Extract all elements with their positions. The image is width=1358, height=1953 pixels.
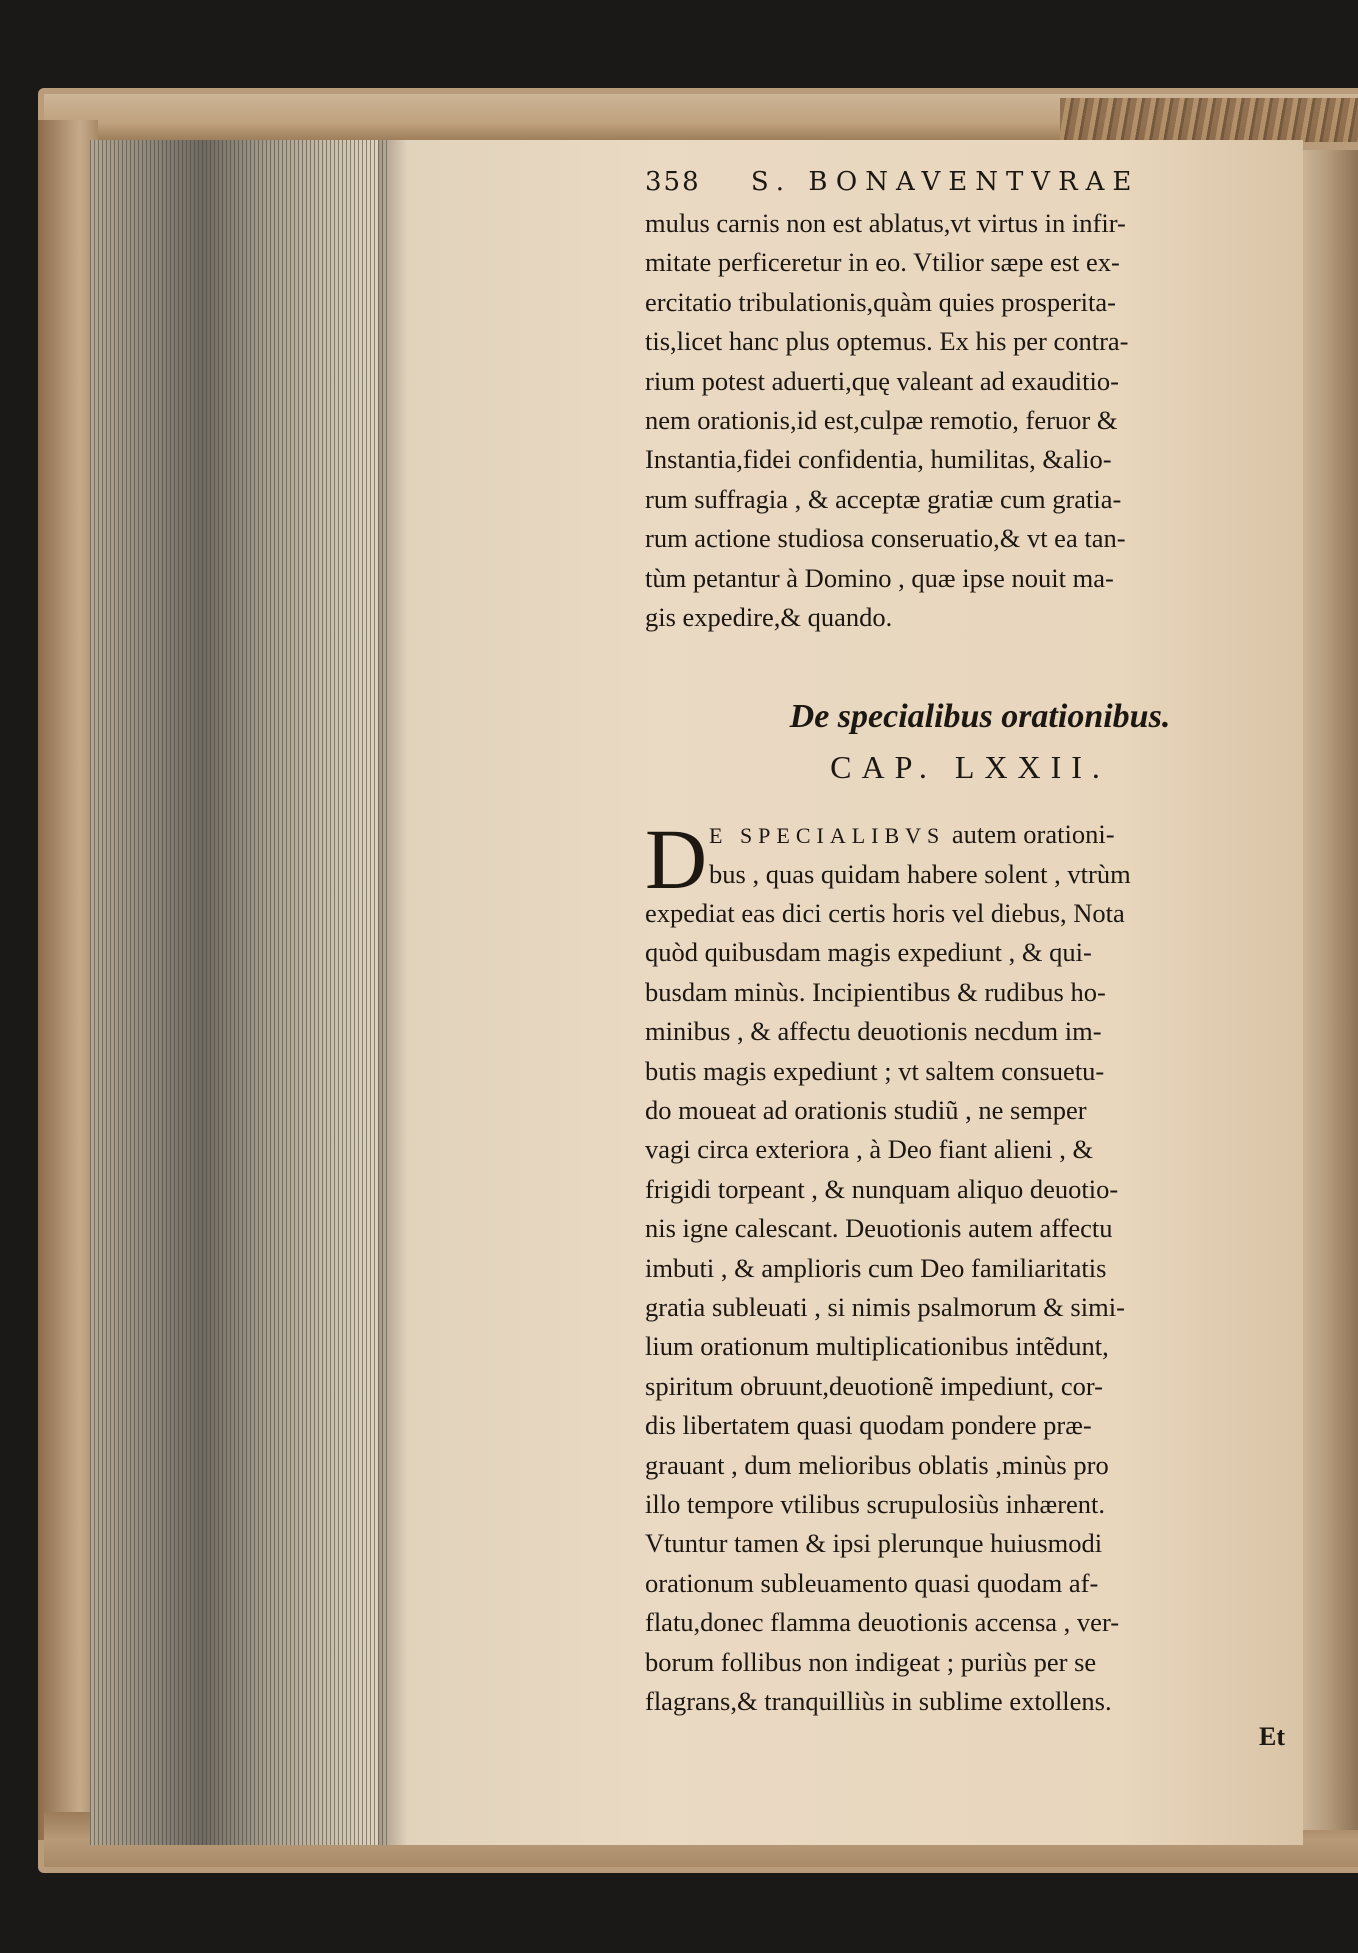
chapter-number: CAP. LXXII. bbox=[830, 749, 1110, 786]
text-line: vagi circa exteriora , à Deo fiant alieni , & bbox=[645, 1134, 1094, 1165]
text-line: rum actione studiosa conseruatio,& vt ea tan- bbox=[645, 523, 1126, 554]
text-line: dis libertatem quasi quodam pondere præ- bbox=[645, 1410, 1092, 1441]
facing-page-edge bbox=[1300, 150, 1358, 1830]
preceding-text-block bbox=[645, 204, 1275, 637]
text-line: bus , quas quidam habere solent , vtrùm bbox=[709, 858, 1131, 889]
text-line: grauant , dum melioribus oblatis ,minùs pro bbox=[645, 1449, 1109, 1480]
text-line: lium orationum multiplicationibus intẽdunt, bbox=[645, 1331, 1109, 1362]
text-line: frigidi torpeant , & nunquam aliquo deuotio- bbox=[645, 1173, 1119, 1204]
chapter-title: De specialibus orationibus. bbox=[789, 698, 1171, 736]
text-line: tùm petantur à Domino , quæ ipse nouit ma- bbox=[645, 562, 1114, 593]
chapter-paragraph bbox=[645, 811, 1275, 1721]
book-cover-left-edge bbox=[38, 120, 98, 1840]
text-line: nem orationis,id est,culpæ remotio, feruor & bbox=[645, 404, 1118, 435]
running-head-title: S. BONAVENTVRAE bbox=[750, 167, 1140, 197]
drop-capital: D bbox=[645, 811, 708, 908]
text-line: imbuti , & amplioris cum Deo familiaritatis bbox=[645, 1252, 1107, 1283]
text-line: Instantia,fidei confidentia, humilitas, &alio- bbox=[645, 444, 1112, 475]
text-line: nis igne calescant. Deuotionis autem affectu bbox=[645, 1213, 1113, 1244]
text-line: rium potest aduerti,quę valeant ad exauditio- bbox=[645, 365, 1119, 396]
opening-line-rest: autem orationi- bbox=[945, 819, 1115, 850]
text-line: flagrans,& tranquilliùs in sublime extollens. bbox=[645, 1685, 1112, 1716]
text-line: illo tempore vtilibus scrupulosiùs inhærent. bbox=[645, 1488, 1106, 1519]
page-number: 358 bbox=[645, 167, 701, 197]
running-header bbox=[645, 160, 1275, 204]
text-line: mitate perficeretur in eo. Vtilior sæpe est ex- bbox=[645, 247, 1120, 278]
text-line: quòd quibusdam magis expediunt , & qui- bbox=[645, 937, 1092, 968]
text-line: orationum subleuamento quasi quodam af- bbox=[645, 1567, 1099, 1598]
text-line: rum suffragia , & acceptæ gratiæ cum gratia- bbox=[645, 483, 1122, 514]
page-text bbox=[645, 160, 1285, 1753]
text-line: tis,licet hanc plus optemus. Ex his per contra- bbox=[645, 326, 1129, 357]
text-line: do moueat ad orationis studiũ , ne semper bbox=[645, 1095, 1087, 1126]
text-line: Vtuntur tamen & ipsi plerunque huiusmodi bbox=[645, 1528, 1103, 1559]
text-line: borum follibus non indigeat ; puriùs per se bbox=[645, 1646, 1097, 1677]
text-line: busdam minùs. Incipientibus & rudibus ho- bbox=[645, 976, 1106, 1007]
stacked-page-edges bbox=[90, 140, 388, 1845]
text-line: gratia subleuati , si nimis psalmorum & simi- bbox=[645, 1291, 1125, 1322]
smallcaps-opening: E SPECIALIBVS bbox=[709, 823, 946, 849]
text-line: mulus carnis non est ablatus,vt virtus in infir- bbox=[645, 208, 1126, 238]
text-line: butis magis expediunt ; vt saltem consuetu- bbox=[645, 1055, 1105, 1086]
text-line: minibus , & affectu deuotionis necdum im- bbox=[645, 1016, 1102, 1047]
text-line: expediat eas dici certis horis vel diebus, Nota bbox=[645, 898, 1125, 929]
text-line: spiritum obruunt,deuotionẽ impediunt, cor- bbox=[645, 1370, 1103, 1401]
catchword: Et bbox=[1259, 1722, 1285, 1752]
text-line: gis expedire,& quando. bbox=[645, 601, 893, 632]
text-line: ercitatio tribulationis,quàm quies prosperita- bbox=[645, 286, 1116, 317]
gutter-shadow bbox=[378, 140, 408, 1845]
headband bbox=[1060, 98, 1358, 142]
text-line: flatu,donec flamma deuotionis accensa , ver- bbox=[645, 1607, 1120, 1638]
text-line bbox=[645, 815, 1275, 854]
